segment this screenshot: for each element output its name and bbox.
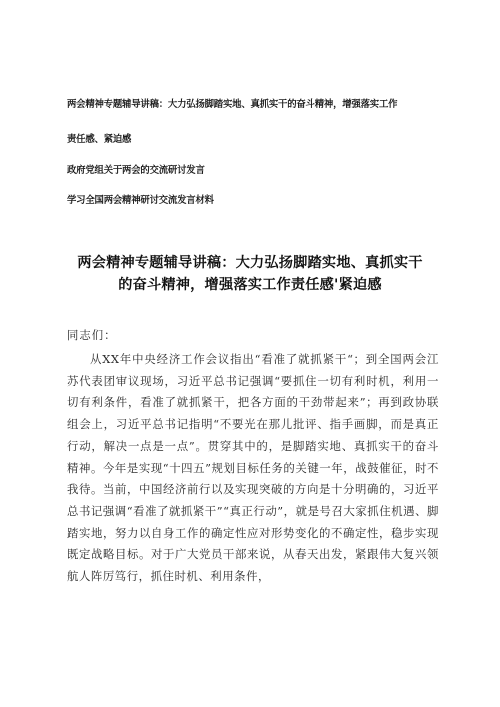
body-paragraph: 从XX年中央经济工作会议指出“看准了就抓紧干“；到全国两会江苏代表团审议现场，习近平总书记强调“要抓住一切有利时机，利用一切有利条件，看准了就抓紧干，把各方面的干劲带起来”；再到政协联组会上，习近平总书记指明“不要光在那儿批评、指手画脚，而是真正行动，解决一点是一点”。贯穿其中的，是脚踏实地、真抓实干的奋斗精神。今年是实现“十四五”规划目标任务的关键一年，战鼓催征，时不我待。当前，中国经济前行以及实现突破的方向是十分明确的，习近平总书记强调“看准了就抓紧干”“真正行动”，就是号召大家抓住机遇、脚踏实地，努力以自身工作的确定性应对形势变化的不确定性，稳步实现既定战略目标。对于广大党员干部来说，从春天出发，紧跟伟大复兴领航人阵厉笃行，抓住时机、利用条件， <box>67 352 439 584</box>
related-article-title-1[interactable]: 两会精神专题辅导讲稿：大力弘扬脚踏实地、真抓实干的奋斗精神，增强落实工作 <box>67 99 398 110</box>
related-article-title-2[interactable]: 政府党组关于两会的交流研讨发言 <box>67 165 205 176</box>
article-title-line-2: 的奋斗精神，增强落实工作责任感'紧迫感 <box>118 277 382 293</box>
article-title-line-1: 两会精神专题辅导讲稿：大力弘扬脚踏实地、真抓实干 <box>77 255 423 271</box>
article-body <box>67 325 439 588</box>
related-article-title-3[interactable]: 学习全国两会精神研讨交流发言材料 <box>67 195 214 206</box>
salutation: 同志们： <box>67 328 117 342</box>
related-article-title-1-continued[interactable]: 责任感、紧迫感 <box>67 134 132 145</box>
